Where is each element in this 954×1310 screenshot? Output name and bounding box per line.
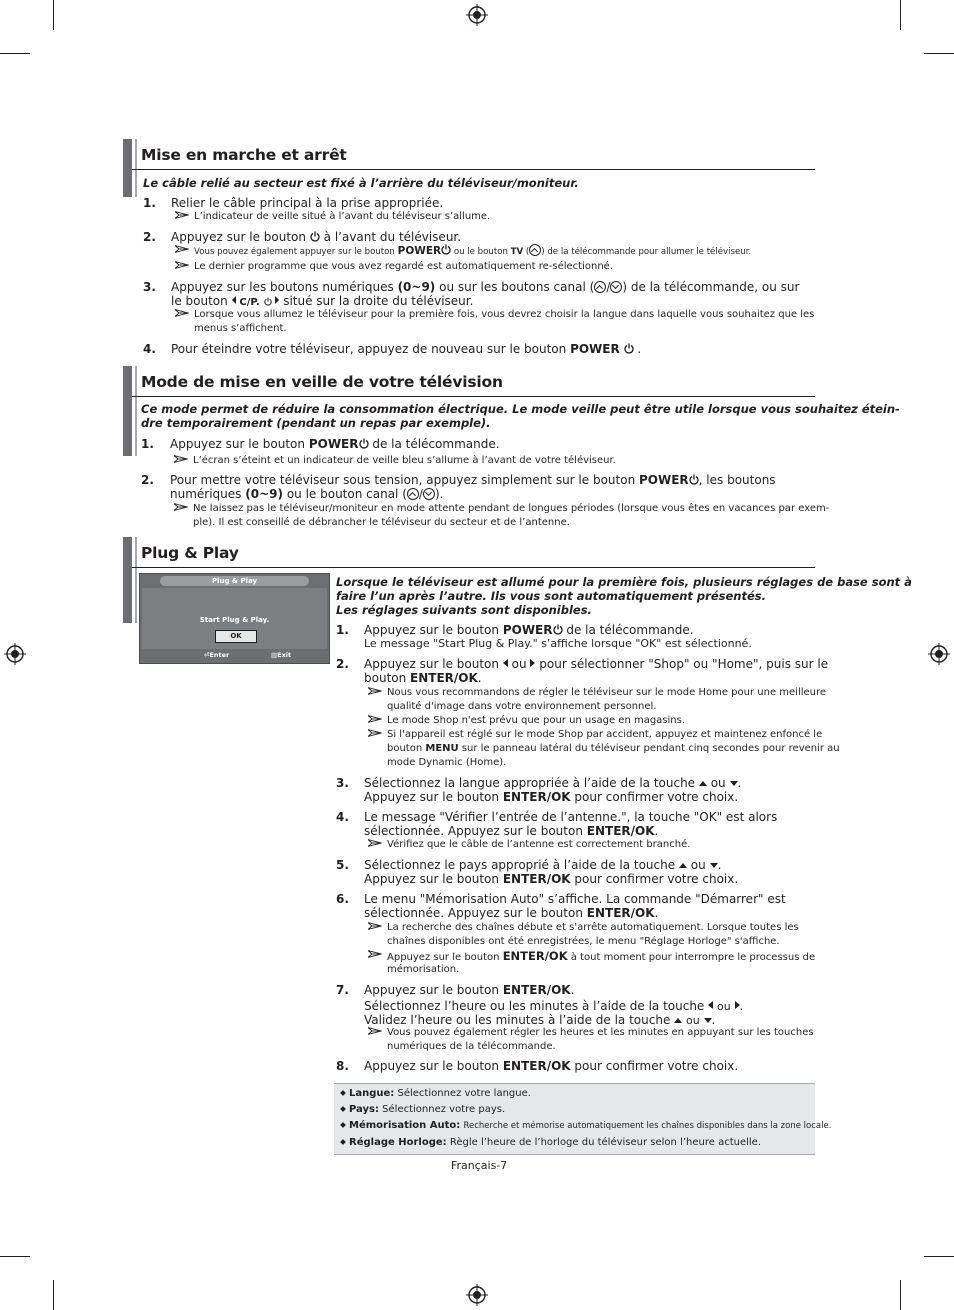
step-text-part: pour confirmer votre choix. (574, 872, 739, 886)
channel-up-icon (594, 281, 606, 293)
crop-mark (924, 53, 954, 54)
step-note: mémorisation. (387, 964, 460, 975)
step-text: Le message "Start Plug & Play." s’affiche lorsque "OK" est sélectionné. (364, 637, 752, 650)
note-part: bouton (387, 743, 423, 754)
menu-exit-hint (271, 651, 291, 659)
step-text: Appuyez sur les boutons numériques (0~9) ou sur les boutons canal ( / ) de la télécommande, ou sur (171, 280, 800, 294)
step-text-part: Appuyez sur le bouton (364, 657, 499, 671)
crop-mark (900, 1280, 901, 1310)
triangle-left-icon (503, 659, 508, 667)
arrow-note-icon (368, 839, 382, 847)
step-text-part: Appuyez sur le bouton (364, 1059, 499, 1073)
section-sidebar (123, 139, 132, 197)
triangle-up-icon (679, 863, 687, 868)
step-number: 2. (143, 230, 156, 244)
arrow-note-icon (175, 261, 189, 269)
note-part: Appuyez sur le bouton (387, 952, 500, 963)
arrow-note-icon (175, 211, 189, 219)
section-intro: Le câble relié au secteur est fixé à l’arrière du téléviseur/moniteur. (143, 176, 579, 190)
step-text: Validez l’heure ou les minutes à l’aide de la touche ou . (364, 1013, 716, 1027)
power-label: POWER (502, 623, 553, 637)
step-text-part: de la télécommande. (566, 623, 694, 637)
registration-mark-icon (4, 643, 26, 665)
menu-enter-label: Enter (209, 651, 230, 659)
step-text (170, 437, 500, 451)
arrow-note-icon (368, 1027, 382, 1035)
step-text-part: Pour mettre votre téléviseur sous tension, appuyez simplement sur le bouton (170, 473, 636, 487)
step-number: 3. (143, 280, 156, 294)
power-label: POWER (308, 437, 359, 451)
note-part: ou le bouton (453, 247, 508, 257)
enter-label: ENTER/OK (502, 872, 571, 886)
menu-enter-hint (204, 651, 229, 659)
summary-text: Règle l’heure de l’horloge du téléviseur selon l’heure actuelle. (449, 1137, 762, 1148)
triangle-up-icon (699, 781, 707, 786)
step-text-part: situé sur la droite du téléviseur. (283, 294, 474, 308)
step-text-part: Sélectionnez la langue appropriée à l’aide de la touche (364, 776, 696, 790)
summary-item (340, 1120, 831, 1132)
step-text-part: ou (710, 776, 726, 790)
step-note: menus s’affichent. (194, 323, 287, 334)
summary-label: Pays: (349, 1104, 379, 1115)
step-bold: (0~9) (397, 280, 436, 294)
step-text-part: pour confirmer votre choix. (574, 1059, 739, 1073)
power-icon (359, 438, 369, 449)
step-text-part: pour sélectionner "Shop" ou "Home", puis sur le (539, 657, 829, 671)
section-title-veille: Mode de mise en veille de votre télévision (141, 373, 503, 391)
summary-label: Réglage Horloge: (349, 1137, 447, 1148)
step-note: Vérifiez que le câble de l’antenne est correctement branché. (387, 839, 691, 850)
power-icon (689, 474, 699, 485)
summary-label: Langue: (349, 1088, 395, 1099)
step-note: Le mode Shop n'est prévu que pour un usage en magasins. (387, 715, 686, 726)
step-number: 2. (336, 657, 349, 671)
channel-up-icon (407, 488, 419, 500)
step-text-part: le bouton (171, 294, 228, 308)
arrow-note-icon (175, 309, 189, 317)
step-text: Appuyez sur le bouton ENTER/OK. (364, 983, 575, 997)
menu-label: MENU (425, 743, 459, 754)
step-text: Sélectionnez la langue appropriée à l’aide de la touche ou . (364, 776, 742, 790)
enter-label: ENTER/OK (586, 824, 655, 838)
step-text-part: numériques (170, 487, 242, 501)
arrow-note-icon (174, 455, 188, 463)
step-number: 3. (336, 776, 349, 790)
enter-label: ENTER/OK (502, 949, 568, 963)
step-note: Le dernier programme que vous avez regardé est automatiquement re-sélectionné. (194, 261, 613, 272)
step-text-part: Appuyez sur le bouton (364, 983, 499, 997)
step-text-part: Appuyez sur les boutons numériques (171, 280, 394, 294)
menu-header: Plug & Play (160, 576, 309, 586)
step-text-part: , les boutons (698, 473, 776, 487)
enter-label: ENTER/OK (502, 790, 571, 804)
step-note: ple). Il est conseillé de débrancher le téléviseur du secteur et de l’antenne. (193, 517, 570, 528)
arrow-note-icon (368, 715, 382, 723)
cp-label: C/P. (239, 297, 260, 308)
step-text: sélectionnée. Appuyez sur le bouton ENTER/OK. (364, 906, 659, 920)
step-text-part: ou (685, 1014, 700, 1027)
step-text-part: ) de la télécommande, ou sur (622, 280, 800, 294)
step-text-part: sélectionnée. Appuyez sur le bouton (364, 906, 583, 920)
step-note: numériques de la télécommande. (387, 1041, 556, 1052)
step-number: 8. (336, 1059, 349, 1073)
step-number: 4. (336, 810, 349, 824)
step-text-part: Appuyez sur le bouton (364, 872, 499, 886)
step-text-part: Appuyez sur le bouton (171, 230, 306, 244)
step-text (364, 1059, 738, 1073)
summary-label: Mémorisation Auto: (349, 1120, 461, 1131)
enter-label: ENTER/OK (502, 983, 571, 997)
settings-summary-box (334, 1083, 832, 1155)
menu-body (142, 588, 327, 649)
arrow-note-icon (368, 922, 382, 930)
arrow-note-icon (368, 950, 382, 958)
enter-label: ENTER/OK (586, 906, 655, 920)
bullet-icon (340, 1139, 346, 1145)
power-label: POWER (639, 473, 689, 487)
crop-mark (53, 0, 54, 30)
step-text: Sélectionnez l’heure ou les minutes à l’aide de la touche ou . (364, 999, 744, 1013)
power-label: POWER (397, 245, 442, 257)
section-intro: Ce mode permet de réduire la consommation électrique. Le mode veille peut être utile lorsque vous souhaitez étein- (141, 402, 900, 416)
step-text (364, 623, 694, 637)
step-text-part: ou (690, 858, 706, 872)
step-text: Pour éteindre votre téléviseur, appuyez de nouveau sur le bouton POWER . (171, 342, 642, 356)
summary-text: Sélectionnez votre pays. (382, 1104, 506, 1115)
triangle-left-icon (232, 296, 236, 304)
triangle-right-icon (735, 1001, 740, 1009)
step-note: L’indicateur de veille situé à l’avant du téléviseur s’allume. (194, 211, 491, 222)
arrow-note-icon (368, 729, 382, 737)
summary-item (340, 1104, 505, 1116)
registration-mark-icon (466, 4, 488, 26)
step-note: Ne laissez pas le téléviseur/moniteur en mode attente pendant de longues périodes (lorsque vous êtes en vacances par exem- (193, 503, 830, 514)
step-text: Relier le câble principal à la prise appropriée. (171, 196, 444, 210)
step-text-part: Validez l’heure ou les minutes à l’aide de la touche (364, 1013, 671, 1027)
exit-icon: ▥ (271, 651, 278, 659)
tv-button-icon (529, 244, 541, 256)
arrow-note-icon (368, 687, 382, 695)
bullet-icon (340, 1090, 346, 1096)
summary-item (340, 1137, 761, 1149)
plug-play-menu-screenshot (139, 573, 330, 664)
step-text: Le menu "Mémorisation Auto" s’affiche. La commande "Démarrer" est (364, 892, 786, 906)
crop-mark (0, 1256, 30, 1257)
step-text-part: ou (511, 657, 527, 671)
bullet-icon (340, 1106, 346, 1112)
crop-mark (53, 1280, 54, 1310)
step-bold: (0~9) (245, 487, 283, 501)
section-rule (132, 169, 815, 170)
step-text-part: Appuyez sur le bouton (364, 623, 499, 637)
step-note: chaînes disponibles ont été enregistrées, le menu "Réglage Horloge" s'affiche. (387, 936, 780, 947)
step-text: Le message "Vérifier l’entrée de l’antenne.", la touche "OK" est alors (364, 810, 778, 824)
step-number: 1. (336, 623, 349, 637)
channel-down-icon (610, 281, 622, 293)
section-title-mise: Mise en marche et arrêt (141, 146, 347, 164)
section-rule (132, 396, 815, 397)
step-text: numériques (0~9) ou le bouton canal ( / ). (170, 487, 444, 501)
enter-label: ENTER/OK (502, 1059, 571, 1073)
crop-mark (0, 53, 30, 54)
step-note: Lorsque vous allumez le téléviseur pour la première fois, vous devrez choisir la langue dans laquelle vous souhaitez que les (194, 309, 815, 320)
step-note: mode Dynamic (Home). (387, 757, 507, 768)
step-text: sélectionnée. Appuyez sur le bouton ENTER/OK. (364, 824, 659, 838)
section-intro: Lorsque le téléviseur est allumé pour la première fois, plusieurs réglages de base sont à (336, 575, 912, 589)
step-text (171, 230, 461, 244)
step-text-part: Sélectionnez le pays approprié à l’aide de la touche (364, 858, 676, 872)
section-intro: faire l’un après l’autre. Ils vous sont automatiquement présentés. (336, 589, 766, 603)
step-text (364, 790, 738, 804)
step-note: Si l'appareil est réglé sur le mode Shop par accident, appuyez et maintenez enfoncé le (387, 729, 823, 740)
section-sidebar (123, 537, 132, 623)
menu-exit-label: Exit (277, 651, 292, 659)
step-number: 5. (336, 858, 349, 872)
triangle-right-icon (530, 659, 535, 667)
summary-item (340, 1088, 531, 1100)
step-text-part: ). (434, 487, 444, 501)
step-note: qualité d'image dans votre environnement personnel. (387, 701, 657, 712)
section-title-plug: Plug & Play (141, 544, 239, 562)
crop-mark (900, 0, 901, 30)
step-number: 1. (143, 196, 156, 210)
registration-mark-icon (928, 643, 950, 665)
menu-message: Start Plug & Play. (199, 616, 270, 624)
summary-text: Recherche et mémorise automatiquement les chaînes disponibles dans la zone locale. (463, 1121, 832, 1131)
triangle-right-icon (275, 296, 279, 304)
step-text: bouton ENTER/OK. (364, 671, 482, 685)
step-text-part: Appuyez sur le bouton (170, 437, 305, 451)
note-part: à tout moment pour interrompre le processus de (570, 952, 816, 963)
section-intro: dre temporairement (pendant un repas par exemple). (141, 416, 491, 430)
section-rule (132, 567, 815, 568)
triangle-left-icon (708, 1001, 713, 1009)
step-text-part: Appuyez sur le bouton (364, 790, 499, 804)
step-text-part: bouton (364, 671, 407, 685)
arrow-note-icon (175, 245, 189, 253)
power-icon (264, 297, 272, 306)
step-note: La recherche des chaînes débute et s'arrête automatiquement. Lorsque toutes les (387, 922, 799, 933)
step-text (364, 872, 738, 886)
step-text-part: Pour éteindre votre téléviseur, appuyez de nouveau sur le bouton (171, 342, 567, 356)
note-part: de la télécommande pour allumer le téléviseur. (547, 247, 752, 257)
section-sidebar (123, 366, 132, 456)
tv-label: TV (510, 247, 524, 257)
step-text-part: à l’avant du téléviseur. (323, 230, 462, 244)
step-number: 1. (141, 437, 154, 451)
step-text (364, 657, 828, 671)
power-icon (553, 624, 563, 635)
step-number: 2. (141, 473, 154, 487)
triangle-up-icon (674, 1018, 682, 1023)
section-intro: Les réglages suivants sont disponibles. (336, 603, 592, 617)
step-number: 7. (336, 983, 349, 997)
step-number: 4. (143, 342, 156, 356)
step-text-part: ou sur les boutons canal ( (439, 280, 595, 294)
step-text-part: pour confirmer votre choix. (574, 790, 739, 804)
power-icon (310, 231, 320, 242)
power-icon (624, 343, 634, 354)
bullet-icon (340, 1122, 346, 1128)
power-label: POWER (570, 342, 620, 356)
step-text-part: sélectionnée. Appuyez sur le bouton (364, 824, 583, 838)
triangle-down-icon (704, 1018, 712, 1023)
page-number: Français-7 (451, 1159, 508, 1172)
step-text: Sélectionnez le pays approprié à l’aide de la touche ou . (364, 858, 722, 872)
power-icon (441, 244, 451, 255)
enter-icon: ⏎ (204, 651, 210, 659)
crop-mark (924, 1256, 954, 1257)
step-note (387, 742, 840, 756)
step-note: Vous pouvez également appuyer sur le bouton POWER ou le bouton TV ( ) de la télécommande pour allumer le téléviseur. (194, 245, 752, 257)
registration-mark-icon (466, 1284, 488, 1306)
triangle-down-icon (710, 863, 718, 868)
step-note: Nous vous recommandons de régler le téléviseur sur le mode Home pour une meilleure (387, 687, 827, 698)
note-part: sur le panneau latéral du téléviseur pendant cinq secondes pour revenir au (461, 743, 840, 754)
step-number: 6. (336, 892, 349, 906)
note-part: Vous pouvez également appuyer sur le bouton (194, 247, 395, 257)
channel-down-icon (423, 488, 435, 500)
step-note: Vous pouvez également régler les heures et les minutes en appuyant sur les touches (387, 1027, 814, 1038)
step-text (170, 473, 776, 487)
summary-text: Sélectionnez votre langue. (397, 1088, 531, 1099)
arrow-note-icon (174, 503, 188, 511)
step-text-part: de la télécommande. (372, 437, 500, 451)
step-text-part: ou (716, 1000, 731, 1013)
step-text-part: ou le bouton canal ( (286, 487, 407, 501)
enter-label: ENTER/OK (410, 671, 478, 685)
menu-ok-button[interactable]: OK (215, 630, 257, 643)
step-note: L’écran s’éteint et un indicateur de veille bleu s’allume à l’avant de votre téléviseur. (193, 455, 616, 466)
triangle-down-icon (730, 781, 738, 786)
step-text-part: Sélectionnez l’heure ou les minutes à l’aide de la touche (364, 999, 705, 1013)
